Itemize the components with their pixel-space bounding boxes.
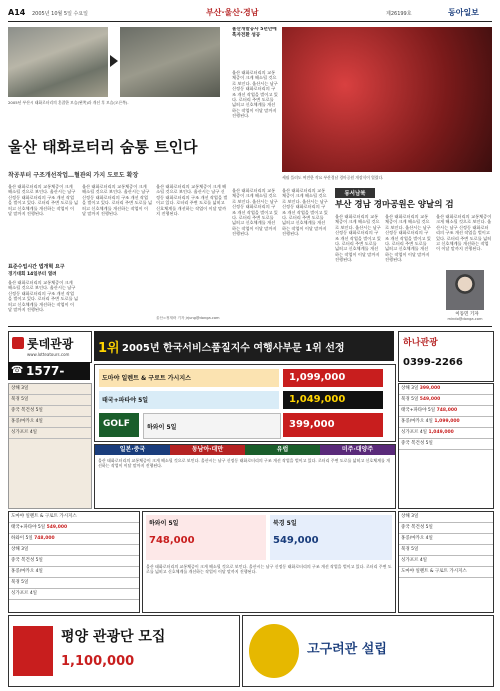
phone-icon: ☎ <box>11 365 24 376</box>
company-url: www.lotteatours.com <box>27 352 70 357</box>
issue-number: 제26199호 <box>386 11 412 17</box>
tour-highlight-1[interactable] <box>99 369 279 387</box>
reporter-photo <box>446 270 484 310</box>
tour-label: 북경 5일 <box>11 580 29 585</box>
rank-badge: 1위 <box>98 341 120 356</box>
tour-title: 태국+파타야 5일 <box>102 397 149 404</box>
price-tag-2 <box>283 391 383 409</box>
tour-price: 399,000 <box>419 386 441 391</box>
tour-row[interactable] <box>399 384 493 395</box>
phone-number: 1577- <box>26 364 65 378</box>
page-id: A14 <box>8 8 26 17</box>
tour-title: 도마야 일렌트 & 구로트 가시지스 <box>102 375 191 382</box>
bottom-left-title: 평양 관광단 모집 <box>61 629 166 645</box>
sidebar-body: 울산 태화로터리의 교통체증이 크게 해소될 것으로 보인다. 울산시는 남구 신정동 태화로터리의 구조 개선 작업을 벌이고 있다. 로터리 주변 도로를 넓히고 신호체계를 개선하는 작업이 이달 말까지 진행된다. <box>8 280 78 313</box>
lower-ad-right <box>398 511 494 613</box>
tour-label: 중국 복건성 5일 <box>401 441 433 446</box>
main-headline: 울산 태화로터리 숨통 트인다 <box>8 138 198 156</box>
bottom-ad-right[interactable] <box>242 615 494 687</box>
sub-header-label: 일본·중국 <box>119 446 146 453</box>
promo-price: 549,000 <box>273 535 319 546</box>
tour-label: 중국 복건성 5일 <box>11 558 43 563</box>
main-photo-caption: 2005년 부산시 태화로터리의 혼잡한 모습(왼쪽)과 개선 후 모습(오른쪽). <box>8 100 129 105</box>
lotte-logo-mark <box>12 337 24 349</box>
bottom-left-price: 1,100,000 <box>61 654 135 669</box>
bottom-right-title: 고구려관 설립 <box>307 642 387 657</box>
feature-col-1: 울산 태화로터리의 교통체증이 크게 해소될 것으로 보인다. 울산시는 남구 신정동 태화로터리의 구조 개선 작업을 벌이고 있다. 로터리 주변 도로를 넓히고 신호체계를 개선하는 작업이 이달 말까지 진행된다. <box>232 188 278 237</box>
golf-label: GOLF <box>103 419 130 429</box>
tour-label: 홍콩/마카오 4일 <box>401 536 433 541</box>
price-tag-3 <box>283 413 383 437</box>
tour-row[interactable] <box>9 556 139 567</box>
tour-row[interactable] <box>9 512 139 523</box>
tour-label: 북경 5일 <box>401 397 419 402</box>
bottom-ad-left[interactable] <box>8 615 240 687</box>
tour-row[interactable] <box>399 395 493 406</box>
tour-row[interactable] <box>9 406 91 417</box>
tour-label: 상해 3일 <box>11 386 29 391</box>
tour-label: 중국 복건성 5일 <box>401 525 433 530</box>
tour-row[interactable] <box>9 417 91 428</box>
golf-badge[interactable] <box>99 413 139 437</box>
tour-label: 싱가포르 4일 <box>401 558 428 563</box>
ad-divider <box>8 326 492 327</box>
tour-label: 싱가포르 4일 <box>11 430 38 435</box>
dancers-photo <box>282 27 492 172</box>
tour-highlight-2[interactable] <box>99 391 279 409</box>
tour-row[interactable] <box>9 534 139 545</box>
tour-label: 도마야 일렌트 & 구로트 가시지스 <box>11 514 77 519</box>
reporter-name: 이동민 기자 <box>455 312 479 317</box>
tour-label: 하와이 5일 <box>11 536 33 541</box>
sidebar-title: 표준수업시간 법개혁 요구 <box>8 264 65 270</box>
feature-box-label: 동서남북 <box>335 188 375 198</box>
tour-label: 태국+파타야 5일 <box>401 408 436 413</box>
main-subhead: 착공부터 구조개선작업…혈관의 가지 도로도 확장 <box>8 172 139 179</box>
tour-title: 하와이 5일 <box>147 424 177 431</box>
tour-price: 1,049,000 <box>428 430 454 435</box>
sub-header-2 <box>170 445 245 455</box>
tour-price: 549,000 <box>419 397 441 402</box>
lower-ad-left <box>8 511 140 613</box>
tour-label: 상해 3일 <box>401 514 419 519</box>
sub-header-3 <box>245 445 320 455</box>
feature-col-4: 울산 태화로터리의 교통체증이 크게 해소될 것으로 보인다. 울산시는 남구 신정동 태화로터리의 구조 개선 작업을 벌이고 있다. 로터리 주변 도로를 넓히고 신호체계를 개선하는 작업이 이달 말까지 진행된다. <box>385 214 431 263</box>
sub-header-1 <box>95 445 170 455</box>
promo-box-1[interactable] <box>146 515 266 560</box>
lotte-sidebar <box>8 383 92 509</box>
promo-fineprint: 울산 태화로터리의 교통체증이 크게 해소될 것으로 보인다. 울산시는 남구 신정동 태화로터리의 구조 개선 작업을 벌이고 있다. 로터리 주변 도로를 넓히고 신호체계를 개선하는 작업이 이달 말까지 진행된다. <box>146 564 392 575</box>
tour-label: 싱가포르 4일 <box>11 591 38 596</box>
service-banner <box>94 331 394 361</box>
sub-header-label: 유럽 <box>276 446 289 453</box>
sub-header-label: 미주·대양주 <box>341 446 374 453</box>
tour-label: 태국+파타야 5일 <box>11 525 46 530</box>
tour-row[interactable] <box>9 589 139 600</box>
right-ad-header <box>398 331 494 382</box>
right-company-name: 하나관광 <box>403 338 438 348</box>
right-phone: 0399-2266 <box>403 357 463 368</box>
roundabout-photo-after <box>120 27 220 97</box>
paper-name: 동아일보 <box>448 8 479 17</box>
phone-box <box>8 362 90 380</box>
feature-top-body: 울산 태화로터리의 교통체증이 크게 해소될 것으로 보인다. 울산시는 남구 신정동 태화로터리의 구조 개선 작업을 벌이고 있다. 로터리 주변 도로를 넓히고 신호체계를 개선하는 작업이 이달 말까지 진행된다. <box>232 70 278 119</box>
sidebar-subtitle: 경기대회 14일부터 열려 <box>8 272 57 277</box>
ad-fineprint: 울산 태화로터리의 교통체증이 크게 해소될 것으로 보인다. 울산시는 남구 신정동 태화로터리의 구조 개선 작업을 벌이고 있다. 로터리 주변 도로를 넓히고 신호체계를 개선하는 작업이 이달 말까지 진행된다. <box>98 458 390 469</box>
tour-label: 상해 3일 <box>401 386 419 391</box>
tour-label: 북경 5일 <box>401 547 419 552</box>
main-body-col-2: 울산 태화로터리의 교통체증이 크게 해소될 것으로 보인다. 울산시는 남구 신정동 태화로터리의 구조 개선 작업을 벌이고 있다. 로터리 주변 도로를 넓히고 신호체계를 개선하는 작업이 이달 말까지 진행된다. <box>82 184 152 217</box>
lower-ad-middle <box>142 511 396 613</box>
main-body-col-1: 울산 태화로터리의 교통체증이 크게 해소될 것으로 보인다. 울산시는 남구 신정동 태화로터리의 구조 개선 작업을 벌이고 있다. 로터리 주변 도로를 넓히고 신호체계를 개선하는 작업이 이달 말까지 진행된다. <box>8 184 78 217</box>
tour-row[interactable] <box>399 567 493 578</box>
tour-price: 549,000 <box>46 525 68 530</box>
tour-label: 도마야 일렌트 & 구로트 가시지스 <box>401 569 467 574</box>
price-tag-1 <box>283 369 383 387</box>
company-name: 롯데관광 <box>27 337 74 351</box>
main-byline: 울산=정재락 기자 jrjung@donga.com <box>156 316 220 320</box>
promo-box-2[interactable] <box>270 515 392 560</box>
tour-price: 748,000 <box>34 536 55 541</box>
tour-row[interactable] <box>399 417 493 428</box>
banner-headline: 2005년 한국서비스품질지수 여행사부문 1위 선정 <box>122 343 345 354</box>
tour-row[interactable] <box>9 567 139 578</box>
bottom-right-badge <box>249 624 299 678</box>
section-logo: 부산·울산·경남 <box>206 8 259 17</box>
lotte-logo-box <box>8 331 92 363</box>
tour-highlight-3[interactable] <box>143 413 281 439</box>
sub-header-4 <box>320 445 395 455</box>
tour-label: 홍콩/마카오 4일 <box>11 419 43 424</box>
tour-row[interactable] <box>399 545 493 556</box>
tour-label: 상해 3일 <box>11 547 29 552</box>
promo-title: 하와이 5일 <box>149 520 179 527</box>
tour-price: 1,099,000 <box>434 419 460 424</box>
tour-row[interactable] <box>399 428 493 439</box>
tour-label: 홍콩/마카오 4일 <box>11 569 43 574</box>
price-value: 1,049,000 <box>289 394 346 405</box>
tour-label: 싱가포르 4일 <box>401 430 428 435</box>
promo-title: 북경 5일 <box>273 520 297 527</box>
tour-label: 홍콩/마카오 4일 <box>401 419 433 424</box>
lotte-main-block <box>94 364 396 442</box>
tour-row[interactable] <box>9 523 139 534</box>
feature-col-3: 울산 태화로터리의 교통체증이 크게 해소될 것으로 보인다. 울산시는 남구 신정동 태화로터리의 구조 개선 작업을 벌이고 있다. 로터리 주변 도로를 넓히고 신호체계를 개선하는 작업이 이달 말까지 진행된다. <box>335 214 381 263</box>
main-body-col-3: 울산 태화로터리의 교통체증이 크게 해소될 것으로 보인다. 울산시는 남구 신정동 태화로터리의 구조 개선 작업을 벌이고 있다. 로터리 주변 도로를 넓히고 신호체계를 개선하는 작업이 이달 말까지 진행된다. <box>156 184 228 217</box>
tour-row[interactable] <box>399 512 493 523</box>
price-value: 399,000 <box>289 419 335 430</box>
tour-price: 748,000 <box>436 408 458 413</box>
feature-photo-caption: 세필 플러도 여전한 작요 부산경남 경마공원 개장식이 열렸다. <box>282 175 384 180</box>
tour-row[interactable] <box>399 556 493 567</box>
tour-label: 중국 복건성 5일 <box>11 408 43 413</box>
header-rule <box>8 21 492 22</box>
tour-row[interactable] <box>9 428 91 439</box>
reporter-email: mindo@donga.com <box>447 317 483 321</box>
feature-col-2: 울산 태화로터리의 교통체증이 크게 해소될 것으로 보인다. 울산시는 남구 신정동 태화로터리의 구조 개선 작업을 벌이고 있다. 로터리 주변 도로를 넓히고 신호체계를 개선하는 작업이 이달 말까지 진행된다. <box>282 188 328 237</box>
tour-row[interactable] <box>399 439 493 450</box>
tour-row[interactable] <box>9 395 91 406</box>
tour-row[interactable] <box>399 523 493 534</box>
price-value: 1,099,000 <box>289 372 346 383</box>
roundabout-photo-before <box>8 27 108 97</box>
mid-ad-grid <box>94 444 396 509</box>
arrow-icon <box>110 55 118 67</box>
right-ad-column <box>398 383 494 509</box>
bottom-left-badge <box>13 626 53 676</box>
feature-top-text: 울산개발공사 5년만에 흑자전환 성공 <box>232 27 277 38</box>
promo-price: 748,000 <box>149 535 195 546</box>
tour-label: 북경 5일 <box>11 397 29 402</box>
page-header <box>8 6 492 20</box>
feature-headline: 부산 경남 경마공원은 양날의 검 <box>335 200 454 210</box>
tour-row[interactable] <box>9 384 91 395</box>
sub-header-label: 동남아·대만 <box>191 446 224 453</box>
feature-col-5: 울산 태화로터리의 교통체증이 크게 해소될 것으로 보인다. 울산시는 남구 신정동 태화로터리의 구조 개선 작업을 벌이고 있다. 로터리 주변 도로를 넓히고 신호체계를 개선하는 작업이 이달 말까지 진행된다. <box>436 214 492 252</box>
tour-row[interactable] <box>399 534 493 545</box>
page-date: 2005년 10월 5일 수요일 <box>32 11 89 17</box>
tour-row[interactable] <box>9 545 139 556</box>
tour-row[interactable] <box>9 578 139 589</box>
tour-row[interactable] <box>399 406 493 417</box>
